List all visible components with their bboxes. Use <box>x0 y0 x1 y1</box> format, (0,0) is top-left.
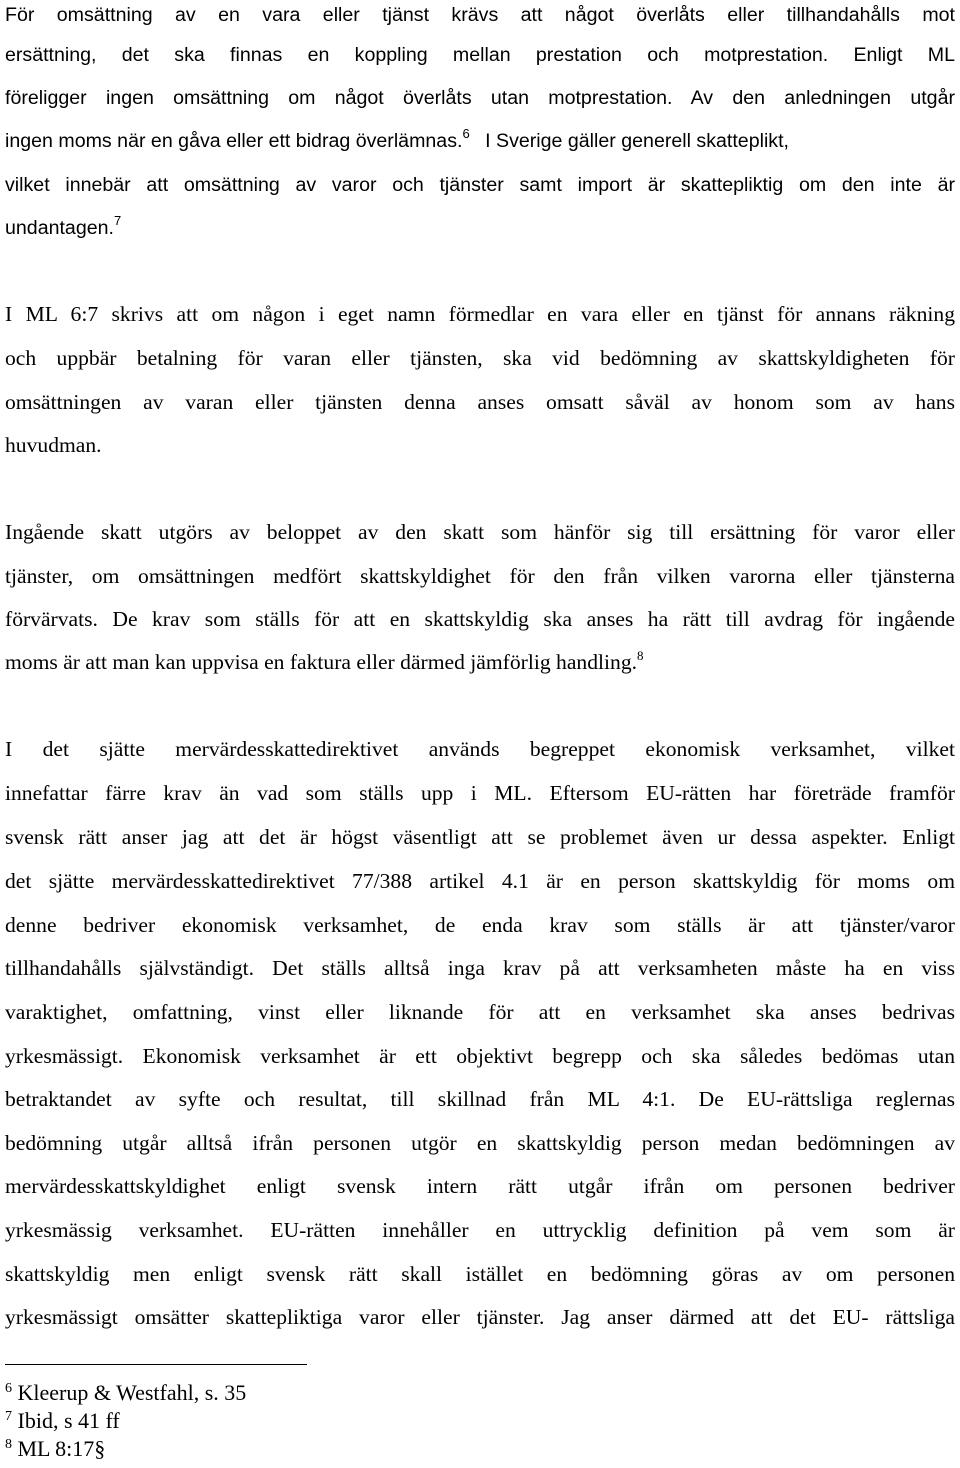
text-line: I ML 6:7 skrivs att om någon i eget namn förmedlar en vara eller en tjänst för annans räkning <box>5 302 955 326</box>
text-line: bedömning utgår alltså ifrån personen utgör en skattskyldig person medan bedömningen av <box>5 1131 955 1155</box>
text-line: det sjätte mervärdesskattedirektivet 77/388 artikel 4.1 är en person skattskyldig för moms om <box>5 869 955 893</box>
text-line: Ingående skatt utgörs av beloppet av den skatt som hänför sig till ersättning för varor eller <box>5 520 955 544</box>
text-line: denne bedriver ekonomisk verksamhet, de enda krav som ställs är att tjänster/varor <box>5 913 955 937</box>
text-line <box>5 126 955 156</box>
footnote-text: Kleerup & Westfahl, s. 35 <box>17 1380 247 1405</box>
text-segment: moms är att man kan uppvisa en faktura eller därmed jämförlig handling. <box>5 650 638 674</box>
text-line: huvudman. <box>5 433 102 457</box>
footnote-text: Ibid, s 41 ff <box>17 1408 120 1433</box>
footnote-text: ML 8:17§ <box>17 1436 106 1461</box>
footnote-8 <box>5 1436 405 1462</box>
footnote-number: 6 <box>5 1381 12 1396</box>
footnote-number: 8 <box>5 1437 12 1452</box>
text-line: innefattar färre krav än vad som ställs upp i ML. Eftersom EU-rätten har företräde framför <box>5 781 955 805</box>
text-line: mervärdesskattskyldighet enligt svensk intern rätt utgår ifrån om personen bedriver <box>5 1174 955 1198</box>
text-line: svensk rätt anser jag att det är högst väsentligt att se problemet även ur dessa aspekter. Enligt <box>5 825 955 849</box>
text-line: tjänster, om omsättningen medfört skattskyldighet för den från vilken varorna eller tjänsterna <box>5 564 955 588</box>
text-line <box>5 213 955 243</box>
footnote-6 <box>5 1380 405 1406</box>
text-line: För omsättning av en vara eller tjänst krävs att något överlåts eller tillhandahålls mot <box>5 4 955 26</box>
text-line: betraktandet av syfte och resultat, till skillnad från ML 4:1. De EU-rättsliga reglernas <box>5 1087 955 1111</box>
text-line: ersättning, det ska finnas en koppling mellan prestation och motprestation. Enligt ML <box>5 44 955 66</box>
text-line <box>5 647 955 677</box>
text-line: yrkesmässigt omsätter skattepliktiga varor eller tjänster. Jag anser därmed att det EU- rättsliga <box>5 1305 955 1329</box>
text-line: I det sjätte mervärdesskattedirektivet används begreppet ekonomisk verksamhet, vilket <box>5 737 955 761</box>
text-line: förvärvats. De krav som ställs för att en skattskyldig ska anses ha rätt till avdrag för ingående <box>5 607 955 631</box>
text-line: omsättningen av varan eller tjänsten denna anses omsatt såväl av honom som av hans <box>5 390 955 414</box>
footnote-ref-6: 6 <box>462 126 470 141</box>
footnote-ref-7: 7 <box>113 213 122 228</box>
text-line: varaktighet, omfattning, vinst eller liknande för att en verksamhet ska anses bedrivas <box>5 1000 955 1024</box>
text-line: skattskyldig men enligt svensk rätt skall istället en bedömning göras av om personen <box>5 1262 955 1286</box>
footnote-divider <box>5 1364 307 1365</box>
text-line: och uppbär betalning för varan eller tjänsten, ska vid bedömning av skattskyldigheten för <box>5 346 955 370</box>
text-segment: ingen moms när en gåva eller ett bidrag överlämnas. <box>5 130 463 152</box>
footnote-7 <box>5 1408 405 1434</box>
footnote-ref-8: 8 <box>637 648 644 663</box>
text-segment: I Sverige gäller generell skatteplikt, <box>485 130 789 152</box>
text-segment: undantagen. <box>5 217 114 239</box>
text-line: yrkesmässig verksamhet. EU-rätten innehåller en uttrycklig definition på vem som är <box>5 1218 955 1242</box>
footnote-number: 7 <box>5 1409 12 1424</box>
text-line: vilket innebär att omsättning av varor och tjänster samt import är skattepliktig om den inte är <box>5 174 955 196</box>
text-line: yrkesmässigt. Ekonomisk verksamhet är ett objektivt begrepp och ska således bedömas utan <box>5 1044 955 1068</box>
text-line: föreligger ingen omsättning om något överlåts utan motprestation. Av den anledningen utgår <box>5 87 955 109</box>
text-line: tillhandahålls självständigt. Det ställs alltså inga krav på att verksamheten måste ha en viss <box>5 956 955 980</box>
